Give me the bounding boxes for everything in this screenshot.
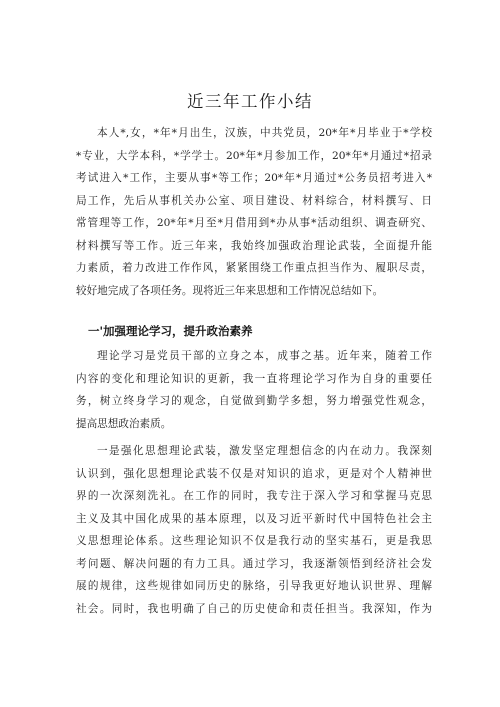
paragraph-line: *专业，大学本科，*学学士。20*年*月参加工作，20*年*月通过*招录 [76,149,432,162]
paragraph-line: 考试进入*工作，主要从事*等工作；20*年*月通过*公务员招考进入* [76,172,432,184]
paragraph-line: 界的一次深刻洗礼。在工作的同时，我专注于深入学习和掌握马克思 [76,490,432,502]
paragraph-line: 理论学习是党员干部的立身之本，成事之基。近年来，随着工作 [97,350,432,362]
paragraph-line: 提高思想政治素质。 [76,417,172,430]
paragraph-line: 本人*,女，*年*月出生，汉族，中共党员，20*年*月毕业于*学校 [97,127,432,139]
paragraph-line: 展的规律，这些规律如同历史的脉络，引导我更好地认识世界、理解 [76,580,432,592]
document-title: 近三年工作小结 [187,92,313,111]
section1-paragraph-1 [76,345,432,435]
section1-paragraph-2 [76,440,432,620]
paragraph-line: 考问题、解决问题的有力工具。通过学习，我逐渐领悟到经济社会发 [76,557,432,570]
paragraph-line: 较好地完成了各项任务。现将近三年来思想和工作情况总结如下。 [76,284,384,297]
paragraph-line: 务，树立终身学习的观念，自觉做到勤学多想，努力增强党性观念， [76,395,432,407]
paragraph-line: 社会。同时，我也明确了自己的历史使命和责任担当。我深知，作为 [76,602,432,615]
paragraph-line: 局工作，先后从事机关办公室、项目建设、材料综合，材料撰写、日 [76,194,432,207]
paragraph-line: 主义及其中国化成果的基本原理，以及习近平新时代中国特色社会主 [76,512,432,525]
paragraph-line: 材料撰写等工作。近三年来，我始终加强政治理论武装，全面提升能 [76,239,432,252]
paragraph-line: 认识到，强化思想理论武装不仅是对知识的追求，更是对个人精神世 [76,467,432,480]
paragraph-line: 义思想理论体系。这些理论知识不仅是我行动的坚实基石，更是我思 [76,535,432,547]
intro-paragraph [76,122,432,302]
paragraph-line: 一是强化思想理论武装，激发坚定理想信念的内在动力。我深刻 [97,445,432,457]
paragraph-line: 常管理等工作，20*年*月至*月借用到*办从事*活动组织、调查研究、 [76,217,432,229]
section-heading: 一'加强理论学习，提升政治素养 [88,324,253,338]
paragraph-line: 力素质，着力改进工作作风，紧紧围绕工作重点担当作为、履职尽责， [76,262,432,274]
paragraph-line: 内容的变化和理论知识的更新，我一直将理论学习作为自身的重要任 [76,372,432,385]
